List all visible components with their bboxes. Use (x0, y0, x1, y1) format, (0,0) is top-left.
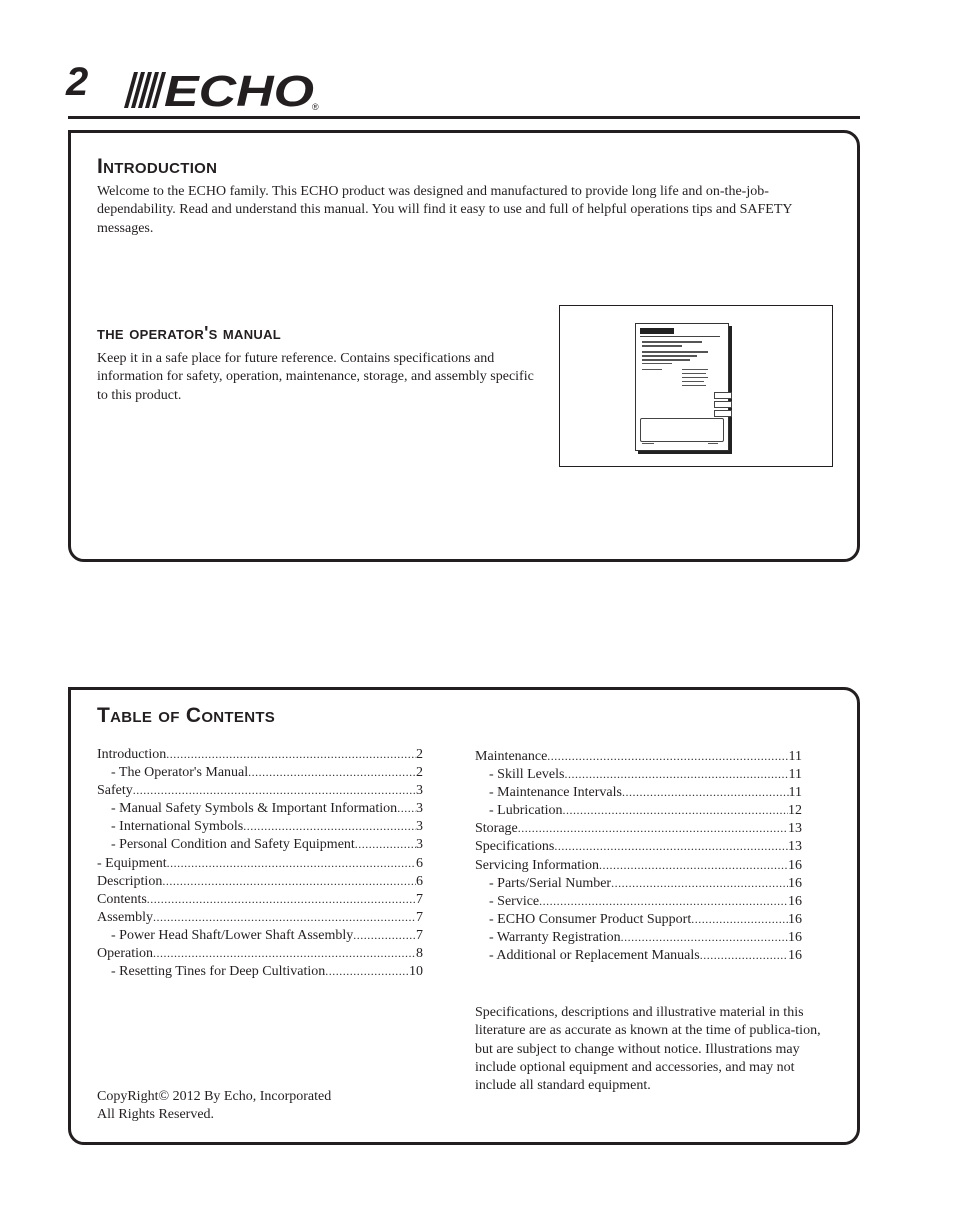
toc-entry (475, 930, 802, 948)
toc-leader-dots (353, 928, 416, 943)
header-rule (68, 116, 860, 119)
operators-manual-text: Keep it in a safe place for future reference. Contains specifications and information for safety, operation, maintenance, storage, and assembly specific to this product. (97, 351, 534, 403)
toc-leader-dots (355, 837, 416, 852)
manual-cover-icon (635, 323, 729, 451)
toc-entry-label: - Service (489, 893, 540, 909)
toc-entry (475, 948, 802, 966)
logo-wordmark: ECHO (164, 68, 314, 112)
toc-entry (97, 928, 423, 946)
registered-mark: ® (312, 102, 319, 112)
introduction-title: Introduction (97, 155, 218, 178)
toc-entry-label: Operation (97, 946, 153, 962)
copyright-line-1: CopyRight© 2012 By Echo, Incorporated (97, 1089, 332, 1104)
toc-entry (97, 874, 423, 892)
toc-entry-page: 11 (788, 785, 802, 801)
toc-entry-page: 3 (416, 801, 423, 817)
toc-leader-dots (248, 765, 416, 780)
toc-entry-label: - The Operator's Manual (111, 765, 249, 781)
toc-entry (97, 783, 423, 801)
toc-entry-page: 7 (416, 927, 423, 943)
toc-entry (97, 964, 423, 982)
toc-entry-label: Storage (475, 821, 518, 837)
toc-entry (97, 765, 423, 783)
echo-logo (120, 68, 325, 112)
toc-entry-label: - Manual Safety Symbols & Important Information (111, 801, 398, 817)
toc-entry-label: - Personal Condition and Safety Equipment (111, 837, 355, 853)
specifications-disclaimer: Specifications, descriptions and illustrative material in this literature are as accurate as known at the time of publica-tion, but are subject to change without notice. Illustrations may include optional equipment and accessories, and may not include all standard equipment. (475, 1005, 821, 1094)
toc-entry-label: Servicing Information (475, 857, 600, 873)
toc-entry-page: 13 (788, 821, 802, 837)
copyright-notice (97, 1088, 427, 1125)
toc-entry (97, 801, 423, 819)
toc-entry (97, 910, 423, 928)
toc-entry-page: 3 (416, 837, 423, 853)
toc-entry (97, 892, 423, 910)
toc-entry-label: Specifications (475, 839, 555, 855)
toc-entry-label: - Power Head Shaft/Lower Shaft Assembly (111, 927, 354, 943)
toc-leader-dots (153, 946, 416, 961)
toc-leader-dots (700, 948, 788, 963)
toc-entry-page: 2 (416, 765, 423, 781)
toc-column-left (97, 747, 423, 982)
toc-entry (97, 819, 423, 837)
toc-leader-dots (167, 856, 416, 871)
table-of-contents-panel (68, 687, 860, 1145)
toc-entry-label: - Additional or Replacement Manuals (489, 948, 700, 964)
toc-entry (97, 856, 423, 874)
toc-entry (97, 747, 423, 765)
toc-entry (475, 767, 802, 785)
toc-title: Table of Contents (97, 704, 276, 727)
toc-leader-dots (133, 783, 416, 798)
toc-entry-label: - Lubrication (489, 803, 563, 819)
toc-entry-label: Maintenance (475, 749, 548, 764)
toc-leader-dots (518, 821, 788, 836)
toc-entry (475, 803, 802, 821)
toc-entry-page: 12 (788, 803, 802, 819)
toc-entry-page: 16 (788, 929, 802, 945)
toc-entry-label: - Maintenance Intervals (489, 785, 622, 801)
toc-entry-label: - Resetting Tines for Deep Cultivation (111, 964, 326, 980)
page-number: 2 (66, 60, 89, 104)
toc-entry-page: 7 (416, 909, 423, 925)
toc-entry-label: Contents (97, 891, 147, 907)
toc-entry-page: 3 (416, 819, 423, 835)
toc-entry-page: 16 (788, 893, 802, 909)
toc-leader-dots (325, 964, 409, 979)
manual-cover-image (559, 305, 833, 467)
toc-entry-label: - International Symbols (111, 819, 244, 835)
toc-leader-dots (166, 747, 416, 762)
toc-entry-page: 8 (416, 946, 423, 962)
toc-entry-label: - ECHO Consumer Product Support (489, 911, 692, 927)
toc-leader-dots (562, 803, 788, 818)
introduction-text: Welcome to the ECHO family. This ECHO product was designed and manufactured to provide long life and on-the-job-dependability. Read and understand this manual. You will find it easy to use and full of helpful operations tips and SAFETY messages. (97, 184, 792, 236)
toc-leader-dots (622, 785, 789, 800)
toc-leader-dots (547, 749, 788, 764)
toc-leader-dots (162, 874, 416, 889)
toc-leader-dots (397, 801, 416, 816)
toc-entry-page: 6 (416, 873, 423, 889)
toc-leader-dots (621, 930, 788, 945)
toc-column-right (475, 749, 802, 966)
toc-entry-page: 16 (788, 948, 802, 964)
toc-leader-dots (147, 892, 416, 907)
operators-manual-title: the operator's manual (97, 323, 282, 343)
copyright-line-2: All Rights Reserved. (97, 1107, 215, 1123)
toc-entry (97, 837, 423, 855)
toc-entry-label: - Equipment (97, 855, 167, 871)
toc-entry (475, 894, 802, 912)
toc-entry (97, 946, 423, 964)
toc-leader-dots (611, 876, 788, 891)
toc-entry-page: 6 (416, 855, 423, 871)
toc-entry (475, 858, 802, 876)
toc-entry-label: Introduction (97, 747, 167, 762)
toc-entry (475, 821, 802, 839)
toc-entry-page: 11 (788, 767, 802, 783)
toc-entry (475, 785, 802, 803)
toc-leader-dots (691, 912, 788, 927)
toc-entry-page: 10 (409, 964, 423, 980)
toc-leader-dots (243, 819, 416, 834)
toc-entry-page: 16 (788, 875, 802, 891)
toc-entry-label: Safety (97, 783, 133, 799)
toc-entry (475, 912, 802, 930)
toc-entry (475, 876, 802, 894)
toc-entry-label: Description (97, 873, 163, 889)
toc-entry-page: 3 (416, 783, 423, 799)
toc-leader-dots (153, 910, 416, 925)
introduction-panel (68, 130, 860, 562)
toc-leader-dots (599, 858, 788, 873)
toc-leader-dots (564, 767, 788, 782)
toc-entry-label: Assembly (97, 909, 153, 925)
toc-entry-label: - Skill Levels (489, 767, 565, 783)
toc-entry-page: 11 (788, 749, 802, 764)
toc-entry-page: 13 (788, 839, 802, 855)
toc-entry-page: 2 (416, 747, 423, 762)
toc-entry (475, 749, 802, 767)
toc-entry-page: 16 (788, 911, 802, 927)
toc-leader-dots (554, 839, 788, 854)
toc-entry-label: - Parts/Serial Number (489, 875, 612, 891)
toc-entry-page: 16 (788, 857, 802, 873)
toc-entry-page: 7 (416, 891, 423, 907)
toc-entry (475, 839, 802, 857)
toc-leader-dots (539, 894, 788, 909)
toc-entry-label: - Warranty Registration (489, 929, 621, 945)
